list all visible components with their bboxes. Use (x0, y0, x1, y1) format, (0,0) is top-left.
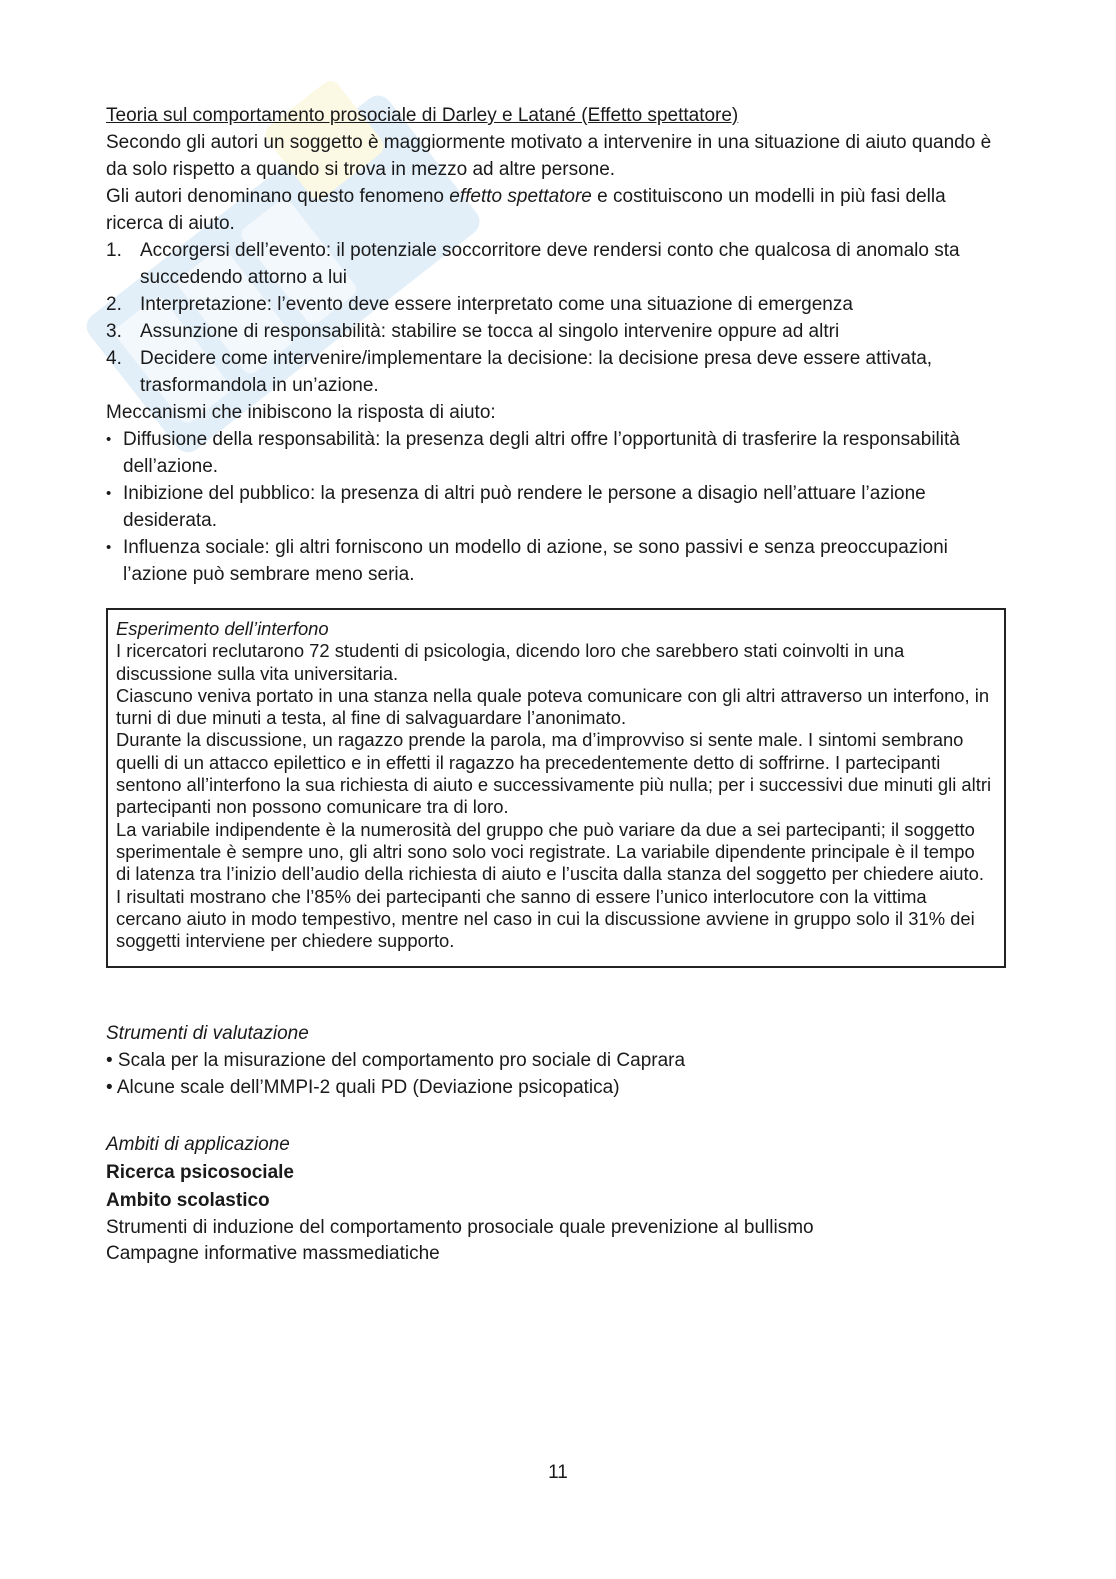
list-item (106, 318, 1006, 345)
document-page (106, 102, 1006, 1267)
intro2-part-b: e costituiscono un modelli in più fasi della ricerca di aiuto. (106, 186, 946, 234)
step-number: 4. (106, 348, 122, 369)
experiment-box (106, 608, 1006, 968)
applications-line: Campagne informative massmediatiche (106, 1243, 440, 1265)
intro2-part-a: Gli autori denominano questo fenomeno (106, 186, 450, 207)
list-item (106, 237, 1006, 291)
step-number: 3. (106, 321, 122, 342)
step-text: Accorgersi dell’evento: il potenziale soccorritore deve rendersi conto che qualcosa di anomalo sta succedendo attorno a lui (140, 240, 960, 288)
applications-line: Strumenti di induzione del comportamento prosociale quale prevenizione al bullismo (106, 1217, 814, 1239)
step-text: Decidere come intervenire/implementare la decisione: la decisione presa deve essere attivata, trasformandola in un’azione. (140, 348, 933, 396)
mechanisms-list (106, 426, 1006, 588)
step-text: Interpretazione: l’evento deve essere interpretato come una situazione di emergenza (140, 294, 853, 315)
bullet-icon: • (106, 431, 112, 448)
assessment-title: Strumenti di valutazione (106, 1023, 309, 1045)
applications-section (106, 1131, 1006, 1267)
theory-intro-2 (106, 183, 1006, 237)
list-item (106, 534, 1006, 588)
experiment-title: Esperimento dell’interfono (116, 618, 329, 639)
step-number: 1. (106, 240, 122, 261)
mechanism-text: Influenza sociale: gli altri forniscono un modello di azione, se sono passivi e senza preoccupazioni l’azione può sembrare meno seria. (123, 537, 948, 585)
mechanisms-title: Meccanismi che inibiscono la risposta di aiuto: (106, 402, 496, 423)
mechanism-text: Inibizione del pubblico: la presenza di altri può rendere le persone a disagio nell’attuare l’azione desiderata. (123, 483, 926, 531)
page-number: 11 (548, 1462, 568, 1483)
list-item (106, 426, 1006, 480)
experiment-paragraph: Durante la discussione, un ragazzo prende la parola, ma d’improvviso si sente male. I sintomi sembrano quelli di un attacco epilettico e in effetti il ragazzo ha precedentemente detto di soffrirne. I partecipanti sentono all’interfono la sua richiesta di aiuto e successivamente più nulla; per i successivi due minuti gli altri partecipanti non possono comunicare tra di loro. (116, 729, 992, 818)
bullet-icon: • (106, 539, 112, 556)
theory-intro: Secondo gli autori un soggetto è maggiormente motivato a intervenire in una situazione di aiuto quando è da solo rispetto a quando si trova in mezzo ad altre persone. (106, 132, 992, 180)
experiment-paragraph: La variabile indipendente è la numerosità del gruppo che può variare da due a sei partecipanti; il soggetto sperimentale è sempre uno, gli altri sono solo voci registrate. La variabile dipendente principale è il tempo di latenza tra l’inizio dell’audio della richiesta di aiuto e l’uscita dalla stanza del soggetto per chiedere aiuto. (116, 818, 984, 885)
list-item (106, 480, 1006, 534)
list-item (106, 345, 1006, 399)
assessment-list (106, 1047, 1006, 1101)
list-item: • Scala per la misurazione del comportamento pro sociale di Caprara (106, 1050, 686, 1072)
step-number: 2. (106, 294, 122, 315)
experiment-paragraph: I ricercatori reclutarono 72 studenti di psicologia, dicendo loro che sarebbero stati coinvolti in una discussione sulla vita universitaria. (116, 640, 905, 684)
list-item (106, 291, 1006, 318)
step-text: Assunzione di responsabilità: stabilire se tocca al singolo intervenire oppure ad altri (140, 321, 840, 342)
experiment-paragraph: Ciascuno veniva portato in una stanza nella quale poteva comunicare con gli altri attraverso un interfono, in turni di due minuti a testa, al fine di salvaguardare l’anonimato. (116, 684, 990, 729)
assessment-section (106, 1020, 1006, 1101)
list-item: • Alcune scale dell’MMPI-2 quali PD (Deviazione psicopatica) (106, 1077, 620, 1099)
intro2-emphasis: effetto spettatore (449, 186, 592, 207)
bullet-icon: • (106, 485, 112, 502)
mechanism-text: Diffusione della responsabilità: la presenza degli altri offre l’opportunità di trasferire la responsabilità dell’azione. (123, 429, 960, 477)
model-steps-list (106, 237, 1006, 399)
applications-heading-school: Ambito scolastico (106, 1190, 270, 1212)
theory-title: Teoria sul comportamento prosociale di Darley e Latané (Effetto spettatore) (106, 105, 739, 126)
experiment-paragraph: I risultati mostrano che l’85% dei partecipanti che sanno di essere l’unico interlocutore con la vittima cercano aiuto in modo tempestivo, mentre nel caso in cui la discussione avviene in gruppo solo il 31% dei soggetti interviene per chiedere supporto. (116, 885, 975, 952)
applications-title: Ambiti di applicazione (106, 1134, 290, 1156)
applications-heading-research: Ricerca psicosociale (106, 1162, 294, 1184)
